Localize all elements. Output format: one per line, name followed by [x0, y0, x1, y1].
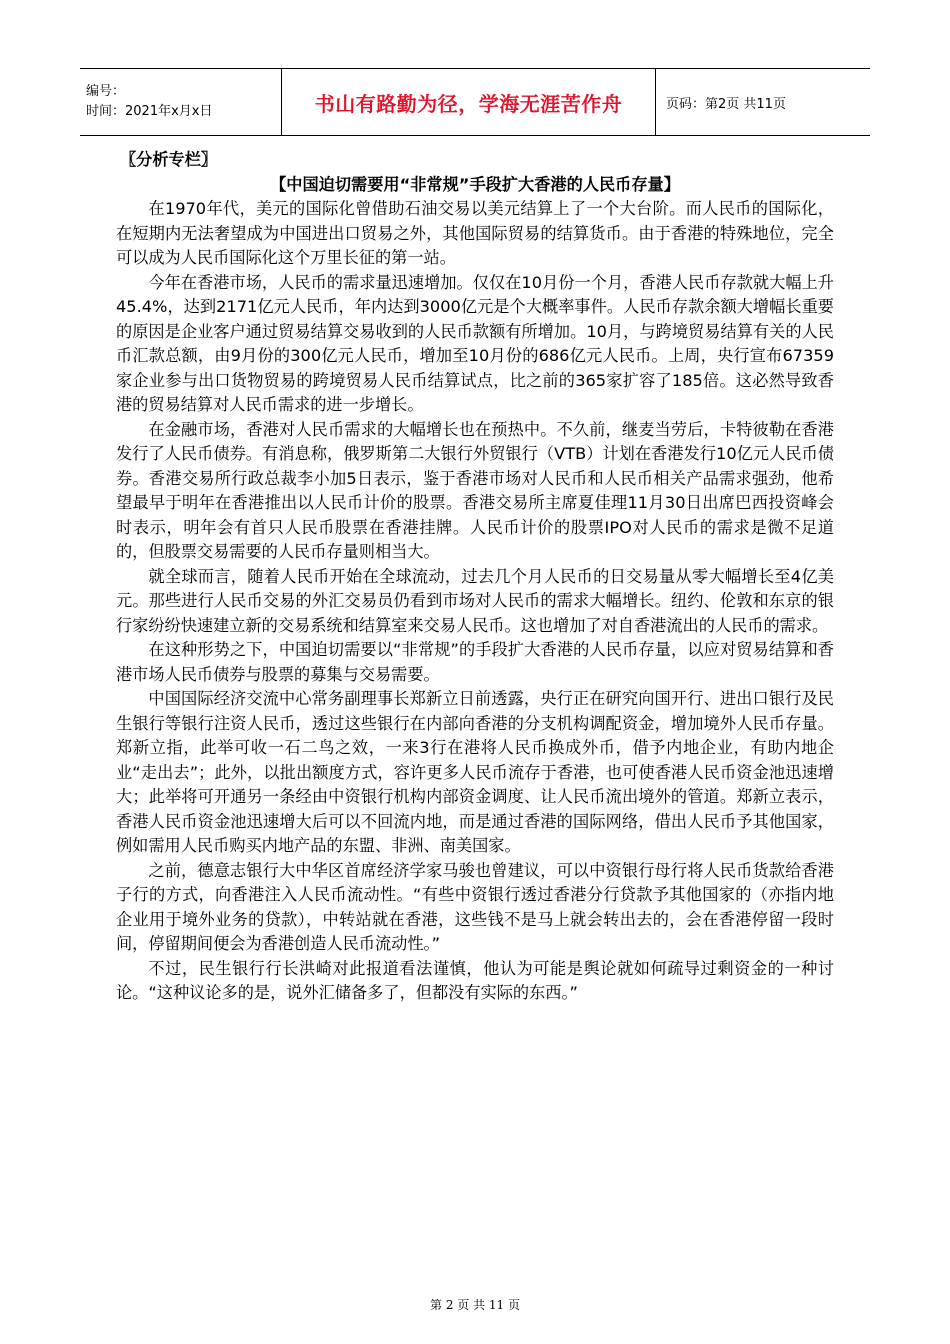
paragraph-6: 中国国际经济交流中心常务副理事长郑新立日前透露，央行正在研究向国开行、进出口银行及民生银行等银行注资人民币，透过这些银行在内部向香港的分支机构调配资金，增加境外人民币存量。郑新立指，此举可收一石二鸟之效，一来3行在港将人民币换成外币，借予内地企业，有助内地企业“走出去”；此外，以批出额度方式，容许更多人民币流存于香港，也可使香港人民币资金池迅速增大；此举将可开通另一条经由中资银行机构内部资金调度、让人民币流出境外的管道。郑新立表示，香港人民币资金池迅速增大后可以不回流内地，而是通过香港的国际网络，借出人民币予其他国家，例如需用人民币购买内地产品的东盟、非洲、南美国家。 — [116, 689, 834, 855]
document-date: 时间：2021年x月x日 — [86, 104, 213, 119]
document-body — [116, 148, 834, 1006]
paragraph-2: 今年在香港市场，人民币的需求量迅速增加。仅仅在10月份一个月，香港人民币存款就大幅上升45.4%，达到2171亿元人民币，年内达到3000亿元是个大概率事件。人民币存款余额大增幅长重要的原因是企业客户通过贸易结算交易收到的人民币款额有所增加。10月，与跨境贸易结算有关的人民币汇款总额，由9月份的300亿元人民币，增加至10月份的686亿元人民币。上周，央行宣布67359家企业参与出口货物贸易的跨境贸易人民币结算试点，比之前的365家扩容了185倍。这必然导致香港的贸易结算对人民币需求的进一步增长。 — [116, 272, 834, 414]
paragraph-7: 之前，德意志银行大中华区首席经济学家马骏也曾建议，可以中资银行母行将人民币货款给香港子行的方式，向香港注入人民币流动性。“有些中资银行透过香港分行贷款予其他国家的（亦指内地企业用于境外业务的贷款），中转站就在香港，这些钱不是马上就会转出去的，会在香港停留一段时间，停留期间便会为香港创造人民币流动性。” — [116, 860, 834, 953]
paragraph-8: 不过，民生银行行长洪崎对此报道看法谨慎，他认为可能是舆论就如何疏导过剩资金的一种讨论。“这种议论多的是，说外汇储备多了，但都没有实际的东西。” — [116, 958, 834, 1002]
document-number-label: 编号： — [86, 84, 126, 99]
page-header — [80, 68, 870, 136]
header-meta — [80, 69, 282, 135]
paragraph-4: 就全球而言，随着人民币开始在全球流动，过去几个月人民币的日交易量从零大幅增长至4亿美元。那些进行人民币交易的外汇交易员仍看到市场对人民币的需求大幅增长。纽约、伦敦和东京的银行家纷纷快速建立新的交易系统和结算室来交易人民币。这也增加了对自香港流出的人民币的需求。 — [116, 566, 834, 635]
header-motto: 书山有路勤为径，学海无涯苦作舟 — [282, 69, 656, 135]
paragraph-5: 在这种形势之下，中国迫切需要以“非常规”的手段扩大香港的人民币存量，以应对贸易结算和香港市场人民币债券与股票的募集与交易需要。 — [116, 640, 834, 684]
paragraph-3: 在金融市场，香港对人民币需求的大幅增长也在预热中。不久前，继麦当劳后，卡特彼勒在香港发行了人民币债券。有消息称，俄罗斯第二大银行外贸银行（VTB）计划在香港发行10亿元人民币债券。香港交易所行政总裁李小加5日表示，鉴于香港市场对人民币和人民币相关产品需求强劲，他希望最早于明年在香港推出以人民币计价的股票。香港交易所主席夏佳理11月30日出席巴西投资峰会时表示，明年会有首只人民币股票在香港挂牌。人民币计价的股票IPO对人民币的需求是微不足道的，但股票交易需要的人民币存量则相当大。 — [116, 419, 834, 561]
section-label: 〖分析专栏〗 — [120, 150, 218, 169]
paragraph-1: 在1970年代，美元的国际化曾借助石油交易以美元结算上了一个大台阶。而人民币的国际化，在短期内无法奢望成为中国进出口贸易之外，其他国际贸易的结算货币。由于香港的特殊地位，完全可以成为人民币国际化这个万里长征的第一站。 — [116, 199, 834, 267]
page-footer: 第 2 页 共 11 页 — [430, 1298, 520, 1312]
header-page-info: 页码：第2页 共11页 — [666, 96, 786, 112]
article-title: 【中国迫切需要用“非常规”手段扩大香港的人民币存量】 — [270, 174, 680, 194]
